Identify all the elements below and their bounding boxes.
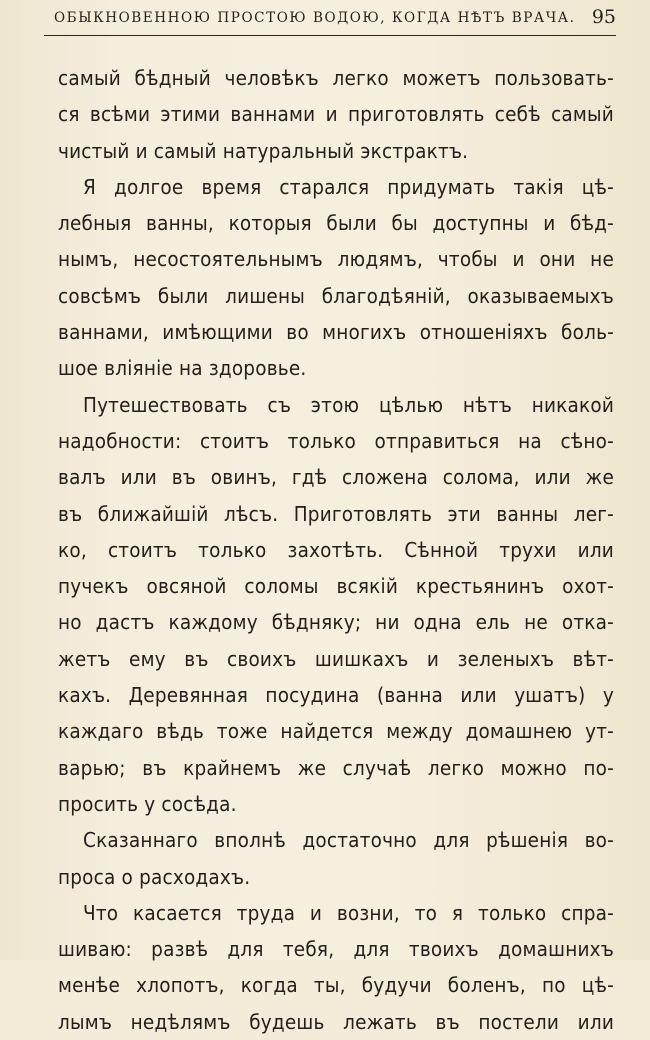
text-line: въ ближайшій лѣсъ. Приготовлять эти ванны лег- [58, 501, 614, 526]
paragraph [58, 169, 614, 387]
text-line: проса о расходахъ. [58, 864, 251, 889]
body-text [58, 60, 614, 1040]
text-line: просить у сосѣда. [58, 791, 237, 816]
text-line: совсѣмъ были лишены благодѣяній, оказываемыхъ [58, 283, 614, 308]
paragraph [58, 822, 614, 895]
text-line: жетъ ему въ своихъ шишкахъ и зеленыхъ вѣт- [58, 646, 614, 671]
text-line: Я долгое время старался придумать такія цѣ- [83, 174, 614, 199]
text-line: лымъ недѣлямъ будешь лежать въ постели или [58, 1009, 614, 1034]
paragraph [58, 895, 614, 1040]
running-title: ОБЫКНОВЕННОЮ ПРОСТОЮ ВОДОЮ, КОГДА НѢТЪ ВРАЧА. [54, 10, 576, 26]
text-line: Сказаннаго вполнѣ достаточно для рѣшенія во- [83, 828, 614, 853]
text-line: шиваю: развѣ для тебя, для твоихъ домашнихъ [58, 937, 614, 962]
paragraph [58, 60, 614, 169]
running-header [44, 6, 622, 36]
text-line: но дастъ каждому бѣдняку; ни одна ель не отка- [58, 610, 614, 635]
text-line: ваннами, имѣющими во многихъ отношеніяхъ боль- [58, 320, 614, 345]
text-line: нымъ, несостоятельнымъ людямъ, чтобы и они не [58, 247, 614, 272]
text-line: чистый и самый натуральный экстрактъ. [58, 138, 469, 163]
text-line: менѣе хлопотъ, когда ты, будучи боленъ, по цѣ- [58, 973, 614, 998]
text-line: ко, стоитъ только захотѣть. Сѣнной трухи или [58, 537, 614, 562]
text-line: кахъ. Деревянная посудина (ванна или ушатъ) у [58, 683, 614, 708]
text-line: каждаго вѣдь тоже найдется между домашнею ут- [58, 719, 614, 744]
text-line: валъ или въ овинъ, гдѣ сложена солома, или же [58, 465, 614, 490]
paragraph [58, 387, 614, 823]
page-number: 95 [591, 6, 616, 28]
text-line: ся всѣми этими ваннами и приготовлять себѣ самый [58, 102, 614, 127]
text-line: надобности: стоитъ только отправиться на сѣно- [58, 428, 614, 453]
text-line: варью; въ крайнемъ же случаѣ легко можно по- [58, 755, 614, 780]
text-line: самый бѣдный человѣкъ легко можетъ пользовать- [58, 66, 614, 90]
text-line: шое вліяніе на здоровье. [58, 356, 307, 381]
text-line: лебныя ванны, которыя были бы доступны и бѣд- [58, 211, 614, 236]
text-line: пучекъ овсяной соломы всякій крестьянинъ охот- [58, 574, 614, 599]
header-rule [44, 35, 616, 36]
text-line: Что касается труда и возни, то я только спра- [83, 900, 614, 925]
text-line: Путешествовать съ этою цѣлью нѣтъ никакой [83, 392, 614, 417]
